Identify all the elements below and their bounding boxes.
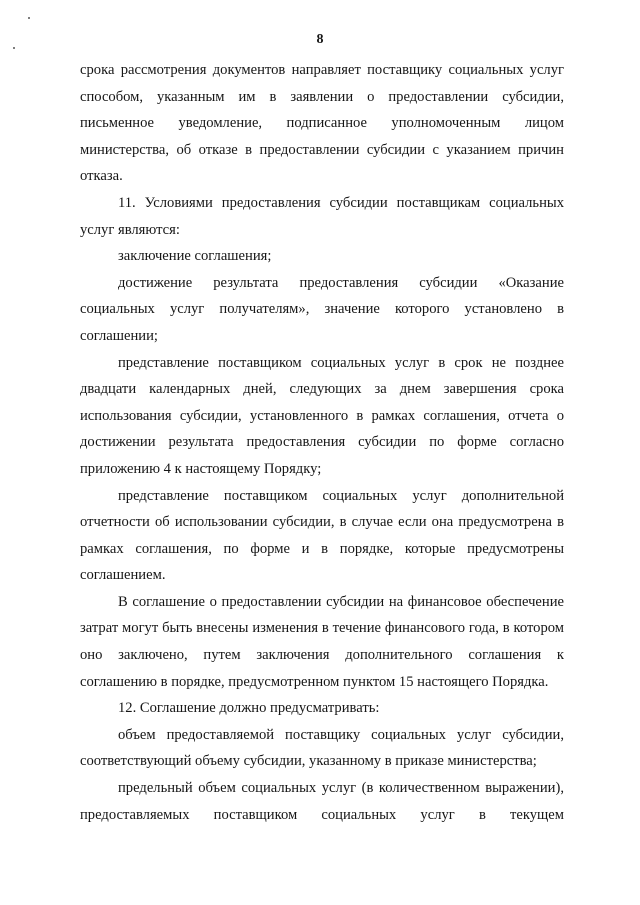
paragraph-condition-report: представление поставщиком социальных услуг в срок не позднее двадцати календарных дней, следующих за днем завершения срока использования субсидии, установленного в рамках соглашения, отчета о достижении результата предоставления субсидии по форме согласно приложению 4 к настоящему Порядку; (80, 354, 564, 477)
page-number: 8 (316, 32, 324, 47)
paragraph-agreement-changes: В соглашение о предоставлении субсидии на финансовое обеспечение затрат могут быть внесены изменения в течение финансового года, в котором оно заключено, путем заключения дополнительного соглашения к соглашению в порядке, предусмотренном пунктом 15 настоящего Порядка. (80, 593, 564, 690)
scan-speck (28, 17, 30, 19)
paragraph-condition-agreement: заключение соглашения; (118, 248, 272, 265)
paragraph-condition-additional-reporting: представление поставщиком социальных услуг дополнительной отчетности об использовании субсидии, в случае если она предусмотрена в рамках соглашения, по форме и в порядке, которые предусмотрены соглашением. (80, 487, 564, 584)
paragraph-clause-12: 12. Соглашение должно предусматривать: (118, 700, 380, 717)
paragraph-clause-11: 11. Условиями предоставления субсидии поставщикам социальных услуг являются: (80, 194, 564, 238)
paragraph-continuation: срока рассмотрения документов направляет поставщику социальных услуг способом, указанным им в заявлении о предоставлении субсидии, письменное уведомление, подписанное уполномоченным лицом министерства, об отказе в предоставлении субсидии с указанием причин отказа. (80, 62, 564, 185)
paragraph-condition-result: достижение результата предоставления субсидии «Оказание социальных услуг получателям», значение которого установлено в соглашении; (80, 274, 564, 344)
paragraph-service-volume: предельный объем социальных услуг (в количественном выражении), предоставляемых поставщиком социальных услуг в текущем (80, 780, 564, 823)
paragraph-subsidy-volume: объем предоставляемой поставщику социальных услуг субсидии, соответствующий объему субсидии, указанному в приказе министерства; (80, 726, 564, 770)
body-text (80, 57, 564, 828)
